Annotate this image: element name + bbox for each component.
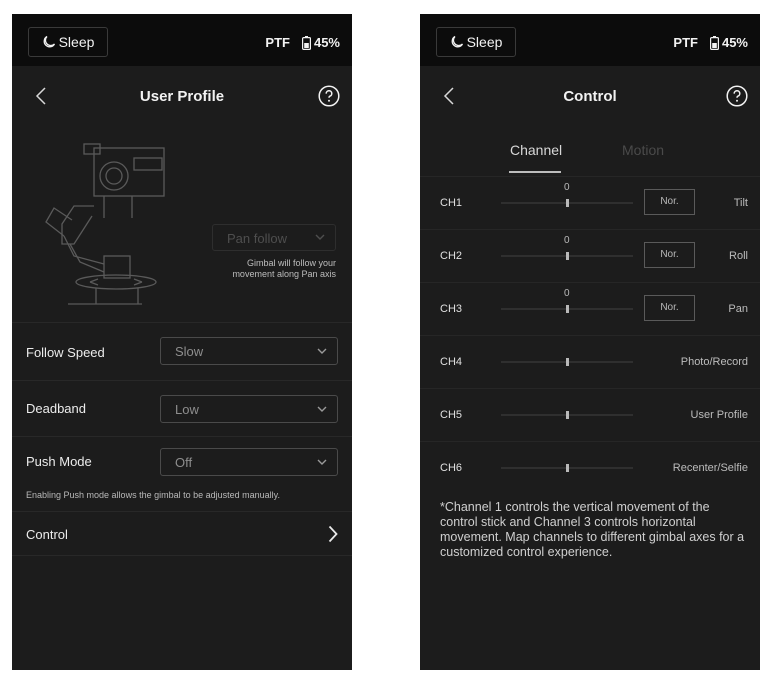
page-title: User Profile <box>139 88 225 105</box>
chevron-down-icon <box>317 406 327 413</box>
gimbal-illustration <box>34 136 174 306</box>
help-icon[interactable] <box>726 85 748 107</box>
sleep-button[interactable] <box>436 27 516 57</box>
normal-reverse-button[interactable]: Nor. <box>644 242 695 268</box>
chevron-right-icon <box>328 525 338 543</box>
normal-reverse-button[interactable]: Nor. <box>644 295 695 321</box>
status-bar <box>12 14 352 66</box>
divider <box>12 380 352 381</box>
channel-function[interactable]: Roll <box>729 250 748 262</box>
follow-speed-value: Slow <box>175 344 204 359</box>
ptf-label: PTF <box>265 35 290 50</box>
deadband-dropdown[interactable] <box>160 395 338 423</box>
channel-row <box>420 441 760 495</box>
chevron-down-icon <box>317 348 327 355</box>
channel-function[interactable]: Pan <box>728 303 748 315</box>
tab-bar <box>420 126 760 176</box>
follow-speed-label: Follow Speed <box>26 345 105 360</box>
battery-level: 45% <box>721 35 748 50</box>
push-mode-note: Enabling Push mode allows the gimbal to be adjusted manually. <box>26 490 280 500</box>
divider <box>12 436 352 437</box>
channel-label: CH3 <box>440 303 463 315</box>
channel-value: 0 <box>564 235 570 246</box>
channel-row <box>420 229 760 283</box>
nav-bar <box>420 66 760 126</box>
slider-thumb[interactable] <box>566 411 569 419</box>
channel-function[interactable]: Photo/Record <box>680 356 748 368</box>
battery-level: 45% <box>313 35 340 50</box>
chevron-down-icon <box>317 459 327 466</box>
battery-icon <box>710 36 719 50</box>
channel-label: CH4 <box>440 356 463 368</box>
channel-footnote: *Channel 1 controls the vertical movement of the control stick and Channel 3 controls horizontal movement. Map channels to different gimbal axes for a customized control experience. <box>440 500 745 559</box>
battery-icon <box>302 36 311 50</box>
page-title: Control <box>563 88 617 105</box>
normal-reverse-button[interactable]: Nor. <box>644 189 695 215</box>
channel-function[interactable]: User Profile <box>690 409 748 421</box>
channel-value: 0 <box>564 182 570 193</box>
tab-channel[interactable]: Channel <box>510 142 563 158</box>
divider <box>12 322 352 323</box>
nav-bar <box>12 66 352 126</box>
status-bar <box>420 14 760 66</box>
channel-slider[interactable] <box>501 361 633 363</box>
channel-label: CH2 <box>440 250 463 262</box>
slider-thumb[interactable] <box>566 464 569 472</box>
channel-row <box>420 176 760 230</box>
push-mode-label: Push Mode <box>26 454 92 469</box>
moon-icon <box>42 35 56 49</box>
slider-thumb[interactable] <box>566 305 569 313</box>
control-screen <box>420 14 760 670</box>
channel-row <box>420 335 760 389</box>
push-mode-dropdown[interactable] <box>160 448 338 476</box>
deadband-value: Low <box>175 402 199 417</box>
control-label: Control <box>26 527 68 542</box>
divider <box>12 555 352 556</box>
channel-label: CH6 <box>440 462 463 474</box>
channel-label: CH1 <box>440 197 463 209</box>
control-row[interactable] <box>12 512 352 555</box>
slider-thumb[interactable] <box>566 252 569 260</box>
moon-icon <box>450 35 464 49</box>
tab-motion[interactable]: Motion <box>622 142 665 158</box>
sleep-label: Sleep <box>466 34 503 50</box>
pan-follow-description: Gimbal will follow your movement along Pan axis <box>232 258 336 279</box>
help-icon[interactable] <box>318 85 340 107</box>
channel-function[interactable]: Recenter/Selfie <box>672 462 748 474</box>
deadband-label: Deadband <box>26 401 86 416</box>
sleep-label: Sleep <box>58 34 95 50</box>
channel-slider[interactable] <box>501 202 633 204</box>
pan-follow-value: Pan follow <box>227 231 287 246</box>
pan-follow-select <box>212 224 336 251</box>
channel-row <box>420 282 760 336</box>
channel-slider[interactable] <box>501 467 633 469</box>
push-mode-value: Off <box>175 455 193 470</box>
channel-label: CH5 <box>440 409 463 421</box>
slider-thumb[interactable] <box>566 358 569 366</box>
sleep-button[interactable] <box>28 27 108 57</box>
slider-thumb[interactable] <box>566 199 569 207</box>
channel-slider[interactable] <box>501 255 633 257</box>
channel-slider[interactable] <box>501 414 633 416</box>
channel-function[interactable]: Tilt <box>733 197 748 209</box>
ptf-label: PTF <box>673 35 698 50</box>
active-tab-indicator <box>509 171 561 173</box>
channel-row <box>420 388 760 442</box>
channel-value: 0 <box>564 288 570 299</box>
channel-slider[interactable] <box>501 308 633 310</box>
follow-speed-dropdown[interactable] <box>160 337 338 365</box>
user-profile-screen <box>12 14 352 670</box>
chevron-down-icon <box>315 234 325 241</box>
